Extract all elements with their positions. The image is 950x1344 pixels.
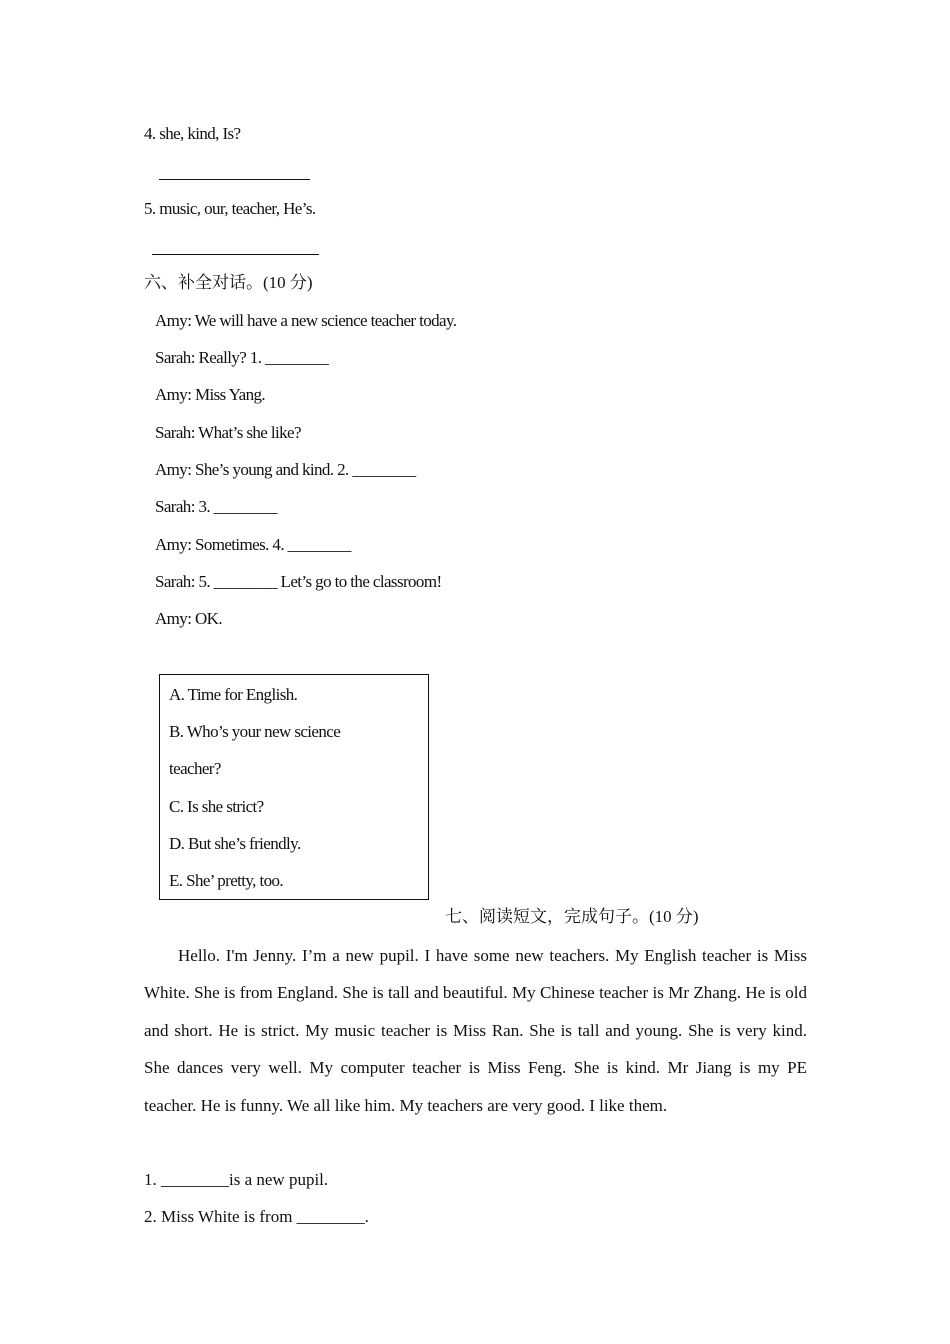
reading-question-2: 2. Miss White is from ________.: [144, 1207, 369, 1226]
option-e: E. She’ pretty, too.: [169, 871, 284, 890]
answer-line-5[interactable]: [152, 254, 319, 255]
section-6-heading: 六、补全对话。(10 分): [144, 273, 313, 292]
question-5: 5. music, our, teacher, He’s.: [144, 199, 316, 218]
option-a: A. Time for English.: [169, 685, 298, 704]
dialogue-line: Sarah: Really? 1. ________: [155, 348, 329, 367]
dialogue-line: Sarah: What’s she like?: [155, 423, 301, 442]
section-7-heading: 七、阅读短文，完成句子。(10 分): [445, 907, 699, 926]
reading-question-1: 1. ________is a new pupil.: [144, 1170, 329, 1189]
question-4: 4. she, kind, Is?: [144, 124, 241, 143]
dialogue-line: Sarah: 3. ________: [155, 497, 277, 516]
answer-line-4[interactable]: [159, 179, 310, 180]
options-box: [159, 674, 429, 900]
dialogue-line: Amy: She’s young and kind. 2. ________: [155, 460, 416, 479]
dialogue-line: Amy: Miss Yang.: [155, 385, 266, 404]
option-d: D. But she’s friendly.: [169, 834, 301, 853]
option-b: B. Who’s your new science: [169, 722, 341, 741]
dialogue-line: Amy: We will have a new science teacher today.: [155, 311, 457, 330]
dialogue-line: Amy: Sometimes. 4. ________: [155, 535, 351, 554]
dialogue-line: Amy: OK.: [155, 609, 222, 628]
option-b-cont: teacher?: [169, 759, 221, 778]
reading-passage: Hello. I'm Jenny. I’m a new pupil. I have some new teachers. My English teacher is Miss White. She is from England. She is tall and beautiful. My Chinese teacher is Mr Zhang. He is old and short. He is strict. My music teacher is Miss Ran. She is tall and young. She is very kind. She dances very well. My computer teacher is Miss Feng. She is kind. Mr Jiang is my PE teacher. He is funny. We all like him. My teachers are very good. I like them.: [144, 946, 807, 1115]
option-c: C. Is she strict?: [169, 797, 264, 816]
dialogue-line: Sarah: 5. ________ Let’s go to the classroom!: [155, 572, 442, 591]
